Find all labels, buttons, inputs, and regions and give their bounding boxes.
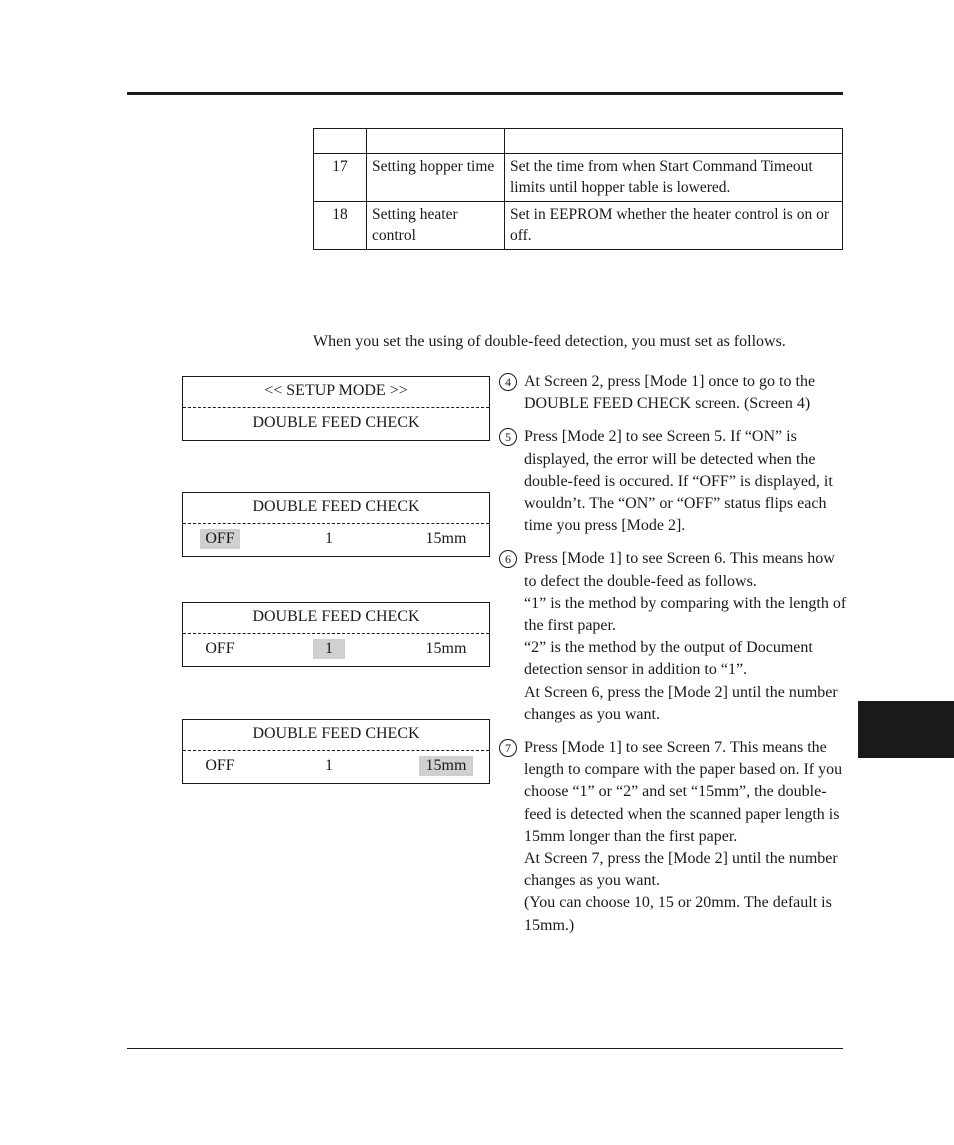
row-description: Set the time from when Start Command Timeout limits until hopper table is lowered. [505, 154, 843, 202]
lcd-line-1: << SETUP MODE >> [264, 382, 408, 399]
circled-number-icon: 5 [499, 428, 517, 446]
settings-table [313, 128, 843, 250]
lcd-line-2 [183, 639, 489, 661]
lcd-line-2 [183, 529, 489, 551]
table-header-row [314, 129, 843, 154]
step-text: At Screen 6, press the [Mode 2] until the number changes as you want. [524, 683, 838, 723]
lcd-screen-mode-selected [182, 492, 490, 557]
step-text: Press [Mode 1] to see Screen 6. This means how to defect the double-feed as follows. [524, 550, 835, 590]
footer-rule [127, 1048, 843, 1049]
steps-list [498, 371, 848, 948]
lcd-line-1: DOUBLE FEED CHECK [252, 608, 420, 625]
row-item: Setting hopper time [367, 154, 505, 202]
lcd-line-2 [183, 756, 489, 778]
lcd-divider [183, 750, 489, 751]
circled-number-icon: 6 [499, 550, 517, 568]
lcd-line-2: DOUBLE FEED CHECK [252, 414, 420, 431]
lcd-screen-length-selected [182, 719, 490, 784]
step-6 [498, 548, 848, 726]
lcd-screen-setup-mode [182, 376, 490, 441]
row-number: 17 [314, 154, 367, 202]
lcd-line-1: DOUBLE FEED CHECK [252, 498, 420, 515]
header-rule [127, 92, 843, 95]
step-text: Press [Mode 2] to see Screen 5. If “ON” is displayed, the error will be detected when the double-feed is occured. If “OFF” is displayed, it wouldn’t. The “ON” or “OFF” status flips each time you press [Mode 2]. [524, 428, 833, 535]
lcd-mode-value: OFF [205, 640, 235, 657]
table-row [314, 154, 843, 202]
lcd-method-value: 1 [313, 639, 345, 659]
step-text: At Screen 2, press [Mode 1] once to go to the DOUBLE FEED CHECK screen. (Screen 4) [524, 373, 816, 413]
circled-number-icon: 7 [499, 739, 517, 757]
lcd-line-1: DOUBLE FEED CHECK [252, 725, 420, 742]
lcd-divider [183, 633, 489, 634]
lcd-method-value: 1 [325, 757, 333, 774]
step-text: “2” is the method by the output of Document detection sensor in addition to “1”. [524, 639, 813, 679]
lcd-divider [183, 523, 489, 524]
row-description: Set in EEPROM whether the heater control is on or off. [505, 202, 843, 250]
lcd-mode-value: OFF [205, 757, 235, 774]
step-text: At Screen 7, press the [Mode 2] until the number changes as you want. [524, 850, 838, 890]
step-4 [498, 371, 848, 415]
step-7 [498, 737, 848, 937]
lcd-divider [183, 407, 489, 408]
lcd-length-value: 15mm [425, 530, 467, 547]
lcd-method-value: 1 [325, 530, 333, 547]
table-row [314, 202, 843, 250]
lcd-length-value: 15mm [425, 640, 467, 657]
circled-number-icon: 4 [499, 373, 517, 391]
step-5 [498, 426, 848, 537]
step-text: Press [Mode 1] to see Screen 7. This means the length to compare with the paper based on. If you choose “1” or “2” and set “15mm”, the double-feed is detected when the scanned paper length is 15mm longer than the first paper. [524, 739, 843, 845]
step-text: (You can choose 10, 15 or 20mm. The default is 15mm.) [524, 894, 832, 934]
row-number: 18 [314, 202, 367, 250]
table-header-cell [505, 129, 843, 154]
intro-text: When you set the using of double-feed detection, you must set as follows. [313, 333, 786, 350]
chapter-tab [858, 701, 954, 758]
row-item: Setting heater control [367, 202, 505, 250]
lcd-mode-value: OFF [200, 529, 240, 549]
table-header-cell [367, 129, 505, 154]
table-header-cell [314, 129, 367, 154]
step-text: “1” is the method by comparing with the length of the first paper. [524, 594, 847, 635]
lcd-length-value: 15mm [419, 756, 473, 776]
lcd-screen-method-selected [182, 602, 490, 667]
